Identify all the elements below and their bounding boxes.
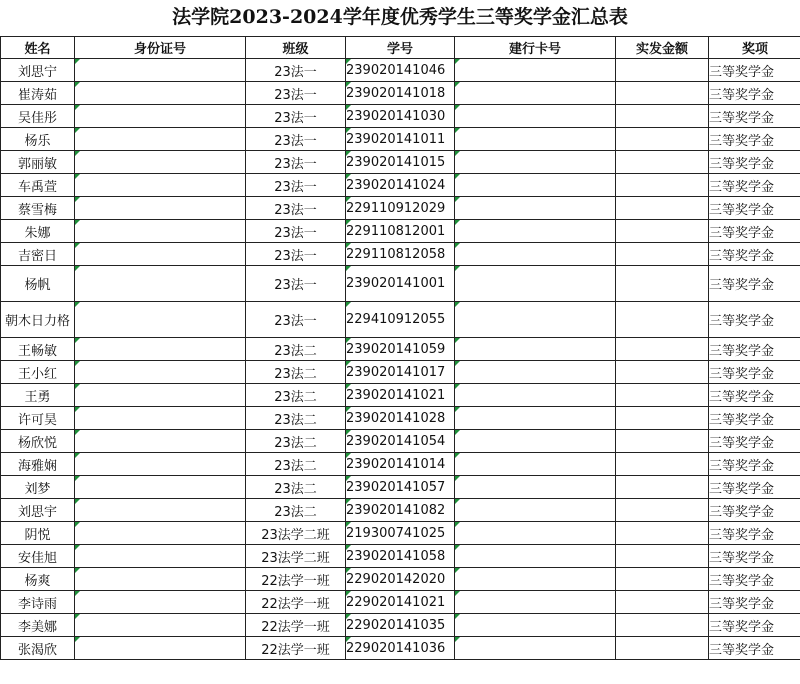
- header-bank-card[interactable]: 建行卡号: [455, 37, 616, 59]
- cell-award[interactable]: 三等奖学金: [709, 361, 800, 384]
- cell-name[interactable]: 杨乐: [1, 128, 75, 151]
- header-class[interactable]: 班级: [246, 37, 346, 59]
- table-row: [1, 266, 800, 302]
- cell-id-card[interactable]: [75, 82, 246, 105]
- cell-award[interactable]: 三等奖学金: [709, 384, 800, 407]
- cell-id-card[interactable]: [75, 522, 246, 545]
- cell-student-id[interactable]: 229110912029: [346, 197, 455, 220]
- cell-id-card[interactable]: [75, 128, 246, 151]
- cell-class[interactable]: 23法二: [246, 499, 346, 522]
- cell-student-id[interactable]: 239020141018: [346, 82, 455, 105]
- cell-amount[interactable]: [616, 302, 709, 338]
- cell-name[interactable]: 朱娜: [1, 220, 75, 243]
- cell-bank-card[interactable]: [455, 82, 616, 105]
- cell-student-id[interactable]: 239020141014: [346, 453, 455, 476]
- cell-id-card[interactable]: [75, 361, 246, 384]
- cell-class[interactable]: 22法学一班: [246, 591, 346, 614]
- cell-student-id[interactable]: 229020141021: [346, 591, 455, 614]
- table-row: [1, 637, 800, 660]
- cell-name[interactable]: 朝木日力格: [1, 302, 75, 338]
- header-row: [1, 37, 800, 59]
- cell-amount[interactable]: [616, 151, 709, 174]
- cell-student-id[interactable]: 239020141058: [346, 545, 455, 568]
- cell-student-id[interactable]: 239020141001: [346, 266, 455, 302]
- cell-award[interactable]: 三等奖学金: [709, 266, 800, 302]
- cell-amount[interactable]: [616, 361, 709, 384]
- table-row: [1, 302, 800, 338]
- header-student-id[interactable]: 学号: [346, 37, 455, 59]
- table-row: [1, 499, 800, 522]
- cell-id-card[interactable]: [75, 338, 246, 361]
- cell-class[interactable]: 23法二: [246, 407, 346, 430]
- cell-name[interactable]: 车禹萱: [1, 174, 75, 197]
- cell-class[interactable]: 23法一: [246, 220, 346, 243]
- cell-bank-card[interactable]: [455, 174, 616, 197]
- cell-class[interactable]: 23法学二班: [246, 522, 346, 545]
- cell-amount[interactable]: [616, 59, 709, 82]
- cell-bank-card[interactable]: [455, 568, 616, 591]
- cell-award[interactable]: 三等奖学金: [709, 407, 800, 430]
- cell-name[interactable]: 李诗雨: [1, 591, 75, 614]
- cell-award[interactable]: 三等奖学金: [709, 614, 800, 637]
- cell-student-id[interactable]: 239020141054: [346, 430, 455, 453]
- cell-bank-card[interactable]: [455, 614, 616, 637]
- cell-student-id[interactable]: 239020141082: [346, 499, 455, 522]
- cell-name[interactable]: 王勇: [1, 384, 75, 407]
- table-row: [1, 338, 800, 361]
- cell-amount[interactable]: [616, 243, 709, 266]
- cell-name[interactable]: 安佳旭: [1, 545, 75, 568]
- cell-name[interactable]: 郭丽敏: [1, 151, 75, 174]
- cell-name[interactable]: 刘梦: [1, 476, 75, 499]
- cell-bank-card[interactable]: [455, 499, 616, 522]
- cell-award[interactable]: 三等奖学金: [709, 568, 800, 591]
- cell-award[interactable]: 三等奖学金: [709, 476, 800, 499]
- cell-class[interactable]: 23法一: [246, 151, 346, 174]
- cell-bank-card[interactable]: [455, 407, 616, 430]
- cell-award[interactable]: 三等奖学金: [709, 174, 800, 197]
- cell-class[interactable]: 22法学一班: [246, 568, 346, 591]
- table-row: [1, 197, 800, 220]
- cell-class[interactable]: 23法学二班: [246, 545, 346, 568]
- cell-name[interactable]: 阴悦: [1, 522, 75, 545]
- cell-amount[interactable]: [616, 338, 709, 361]
- cell-award[interactable]: 三等奖学金: [709, 82, 800, 105]
- cell-student-id[interactable]: 239020141011: [346, 128, 455, 151]
- cell-name[interactable]: 杨欣悦: [1, 430, 75, 453]
- cell-class[interactable]: 23法一: [246, 243, 346, 266]
- table-row: [1, 545, 800, 568]
- cell-student-id[interactable]: 239020141057: [346, 476, 455, 499]
- cell-class[interactable]: 23法二: [246, 338, 346, 361]
- header-award[interactable]: 奖项: [709, 37, 800, 59]
- table-row: [1, 361, 800, 384]
- cell-bank-card[interactable]: [455, 361, 616, 384]
- cell-class[interactable]: 23法一: [246, 128, 346, 151]
- cell-name[interactable]: 刘思宁: [1, 59, 75, 82]
- cell-class[interactable]: 23法一: [246, 266, 346, 302]
- cell-id-card[interactable]: [75, 453, 246, 476]
- cell-student-id[interactable]: 239020141046: [346, 59, 455, 82]
- cell-student-id[interactable]: 229410912055: [346, 302, 455, 338]
- cell-id-card[interactable]: [75, 59, 246, 82]
- cell-id-card[interactable]: [75, 266, 246, 302]
- cell-student-id[interactable]: 239020141017: [346, 361, 455, 384]
- table-row: [1, 476, 800, 499]
- cell-amount[interactable]: [616, 430, 709, 453]
- cell-id-card[interactable]: [75, 384, 246, 407]
- cell-award[interactable]: 三等奖学金: [709, 220, 800, 243]
- cell-class[interactable]: 23法二: [246, 361, 346, 384]
- cell-amount[interactable]: [616, 591, 709, 614]
- cell-class[interactable]: 23法一: [246, 82, 346, 105]
- cell-id-card[interactable]: [75, 591, 246, 614]
- cell-name[interactable]: 王畅敏: [1, 338, 75, 361]
- cell-id-card[interactable]: [75, 220, 246, 243]
- header-id-card[interactable]: 身份证号: [75, 37, 246, 59]
- cell-id-card[interactable]: [75, 174, 246, 197]
- cell-student-id[interactable]: 239020141030: [346, 105, 455, 128]
- cell-bank-card[interactable]: [455, 545, 616, 568]
- cell-id-card[interactable]: [75, 302, 246, 338]
- cell-student-id[interactable]: 229020141035: [346, 614, 455, 637]
- cell-award[interactable]: 三等奖学金: [709, 59, 800, 82]
- cell-amount[interactable]: [616, 476, 709, 499]
- cell-award[interactable]: 三等奖学金: [709, 522, 800, 545]
- cell-class[interactable]: 23法二: [246, 453, 346, 476]
- cell-amount[interactable]: [616, 499, 709, 522]
- table-row: [1, 220, 800, 243]
- cell-amount[interactable]: [616, 128, 709, 151]
- cell-award[interactable]: 三等奖学金: [709, 453, 800, 476]
- table-row: [1, 568, 800, 591]
- table-row: [1, 407, 800, 430]
- cell-bank-card[interactable]: [455, 453, 616, 476]
- cell-amount[interactable]: [616, 637, 709, 660]
- cell-student-id[interactable]: 229020142020: [346, 568, 455, 591]
- cell-student-id[interactable]: 239020141059: [346, 338, 455, 361]
- cell-student-id[interactable]: 239020141024: [346, 174, 455, 197]
- cell-bank-card[interactable]: [455, 197, 616, 220]
- cell-amount[interactable]: [616, 545, 709, 568]
- cell-name[interactable]: 刘思宇: [1, 499, 75, 522]
- cell-name[interactable]: 杨帆: [1, 266, 75, 302]
- cell-name[interactable]: 许可昊: [1, 407, 75, 430]
- table-row: [1, 384, 800, 407]
- cell-amount[interactable]: [616, 174, 709, 197]
- sheet-title: 法学院2023-2024学年度优秀学生三等奖学金汇总表: [172, 6, 628, 28]
- cell-award[interactable]: 三等奖学金: [709, 128, 800, 151]
- cell-id-card[interactable]: [75, 545, 246, 568]
- cell-bank-card[interactable]: [455, 59, 616, 82]
- cell-class[interactable]: 23法二: [246, 476, 346, 499]
- cell-class[interactable]: 23法二: [246, 430, 346, 453]
- cell-bank-card[interactable]: [455, 128, 616, 151]
- cell-class[interactable]: 23法一: [246, 302, 346, 338]
- cell-award[interactable]: 三等奖学金: [709, 243, 800, 266]
- cell-amount[interactable]: [616, 614, 709, 637]
- cell-amount[interactable]: [616, 82, 709, 105]
- cell-award[interactable]: 三等奖学金: [709, 545, 800, 568]
- cell-award[interactable]: 三等奖学金: [709, 105, 800, 128]
- cell-id-card[interactable]: [75, 476, 246, 499]
- cell-class[interactable]: 23法一: [246, 174, 346, 197]
- cell-id-card[interactable]: [75, 407, 246, 430]
- cell-amount[interactable]: [616, 105, 709, 128]
- cell-bank-card[interactable]: [455, 302, 616, 338]
- cell-student-id[interactable]: 239020141021: [346, 384, 455, 407]
- cell-award[interactable]: 三等奖学金: [709, 151, 800, 174]
- cell-class[interactable]: 22法学一班: [246, 637, 346, 660]
- cell-bank-card[interactable]: [455, 266, 616, 302]
- table-row: [1, 430, 800, 453]
- cell-student-id[interactable]: 229110812001: [346, 220, 455, 243]
- cell-bank-card[interactable]: [455, 384, 616, 407]
- cell-bank-card[interactable]: [455, 522, 616, 545]
- cell-amount[interactable]: [616, 522, 709, 545]
- cell-id-card[interactable]: [75, 151, 246, 174]
- cell-name[interactable]: 李美娜: [1, 614, 75, 637]
- cell-bank-card[interactable]: [455, 637, 616, 660]
- table-row: [1, 522, 800, 545]
- cell-amount[interactable]: [616, 220, 709, 243]
- table-row: [1, 59, 800, 82]
- cell-name[interactable]: 海雅娴: [1, 453, 75, 476]
- table-row: [1, 105, 800, 128]
- cell-class[interactable]: 22法学一班: [246, 614, 346, 637]
- cell-id-card[interactable]: [75, 568, 246, 591]
- table-row: [1, 82, 800, 105]
- cell-amount[interactable]: [616, 568, 709, 591]
- header-amount[interactable]: 实发金额: [616, 37, 709, 59]
- header-name[interactable]: 姓名: [1, 37, 75, 59]
- table-body: [1, 59, 800, 660]
- cell-id-card[interactable]: [75, 105, 246, 128]
- cell-bank-card[interactable]: [455, 591, 616, 614]
- cell-award[interactable]: 三等奖学金: [709, 430, 800, 453]
- cell-id-card[interactable]: [75, 637, 246, 660]
- cell-id-card[interactable]: [75, 614, 246, 637]
- cell-award[interactable]: 三等奖学金: [709, 302, 800, 338]
- cell-student-id[interactable]: 219300741025: [346, 522, 455, 545]
- cell-student-id[interactable]: 229020141036: [346, 637, 455, 660]
- table-row: [1, 453, 800, 476]
- cell-award[interactable]: 三等奖学金: [709, 197, 800, 220]
- cell-student-id[interactable]: 229110812058: [346, 243, 455, 266]
- table-row: [1, 614, 800, 637]
- cell-name[interactable]: 张渴欣: [1, 637, 75, 660]
- cell-student-id[interactable]: 239020141028: [346, 407, 455, 430]
- cell-name[interactable]: 蔡雪梅: [1, 197, 75, 220]
- cell-award[interactable]: 三等奖学金: [709, 338, 800, 361]
- cell-amount[interactable]: [616, 407, 709, 430]
- cell-amount[interactable]: [616, 197, 709, 220]
- cell-name[interactable]: 吉密日: [1, 243, 75, 266]
- cell-amount[interactable]: [616, 453, 709, 476]
- cell-student-id[interactable]: 239020141015: [346, 151, 455, 174]
- table-row: [1, 174, 800, 197]
- cell-award[interactable]: 三等奖学金: [709, 499, 800, 522]
- cell-bank-card[interactable]: [455, 430, 616, 453]
- cell-bank-card[interactable]: [455, 338, 616, 361]
- cell-class[interactable]: 23法一: [246, 59, 346, 82]
- cell-class[interactable]: 23法一: [246, 105, 346, 128]
- cell-name[interactable]: 杨爽: [1, 568, 75, 591]
- table-row: [1, 591, 800, 614]
- cell-id-card[interactable]: [75, 499, 246, 522]
- scholarship-table: [0, 36, 800, 660]
- cell-class[interactable]: 23法二: [246, 384, 346, 407]
- cell-bank-card[interactable]: [455, 243, 616, 266]
- cell-id-card[interactable]: [75, 197, 246, 220]
- cell-id-card[interactable]: [75, 430, 246, 453]
- cell-bank-card[interactable]: [455, 476, 616, 499]
- cell-award[interactable]: 三等奖学金: [709, 637, 800, 660]
- cell-award[interactable]: 三等奖学金: [709, 591, 800, 614]
- table-row: [1, 151, 800, 174]
- cell-name[interactable]: 吴佳彤: [1, 105, 75, 128]
- cell-amount[interactable]: [616, 266, 709, 302]
- cell-amount[interactable]: [616, 384, 709, 407]
- cell-class[interactable]: 23法一: [246, 197, 346, 220]
- table-row: [1, 128, 800, 151]
- cell-bank-card[interactable]: [455, 220, 616, 243]
- cell-bank-card[interactable]: [455, 151, 616, 174]
- cell-name[interactable]: 崔涛茹: [1, 82, 75, 105]
- cell-id-card[interactable]: [75, 243, 246, 266]
- table-row: [1, 243, 800, 266]
- cell-bank-card[interactable]: [455, 105, 616, 128]
- cell-name[interactable]: 王小红: [1, 361, 75, 384]
